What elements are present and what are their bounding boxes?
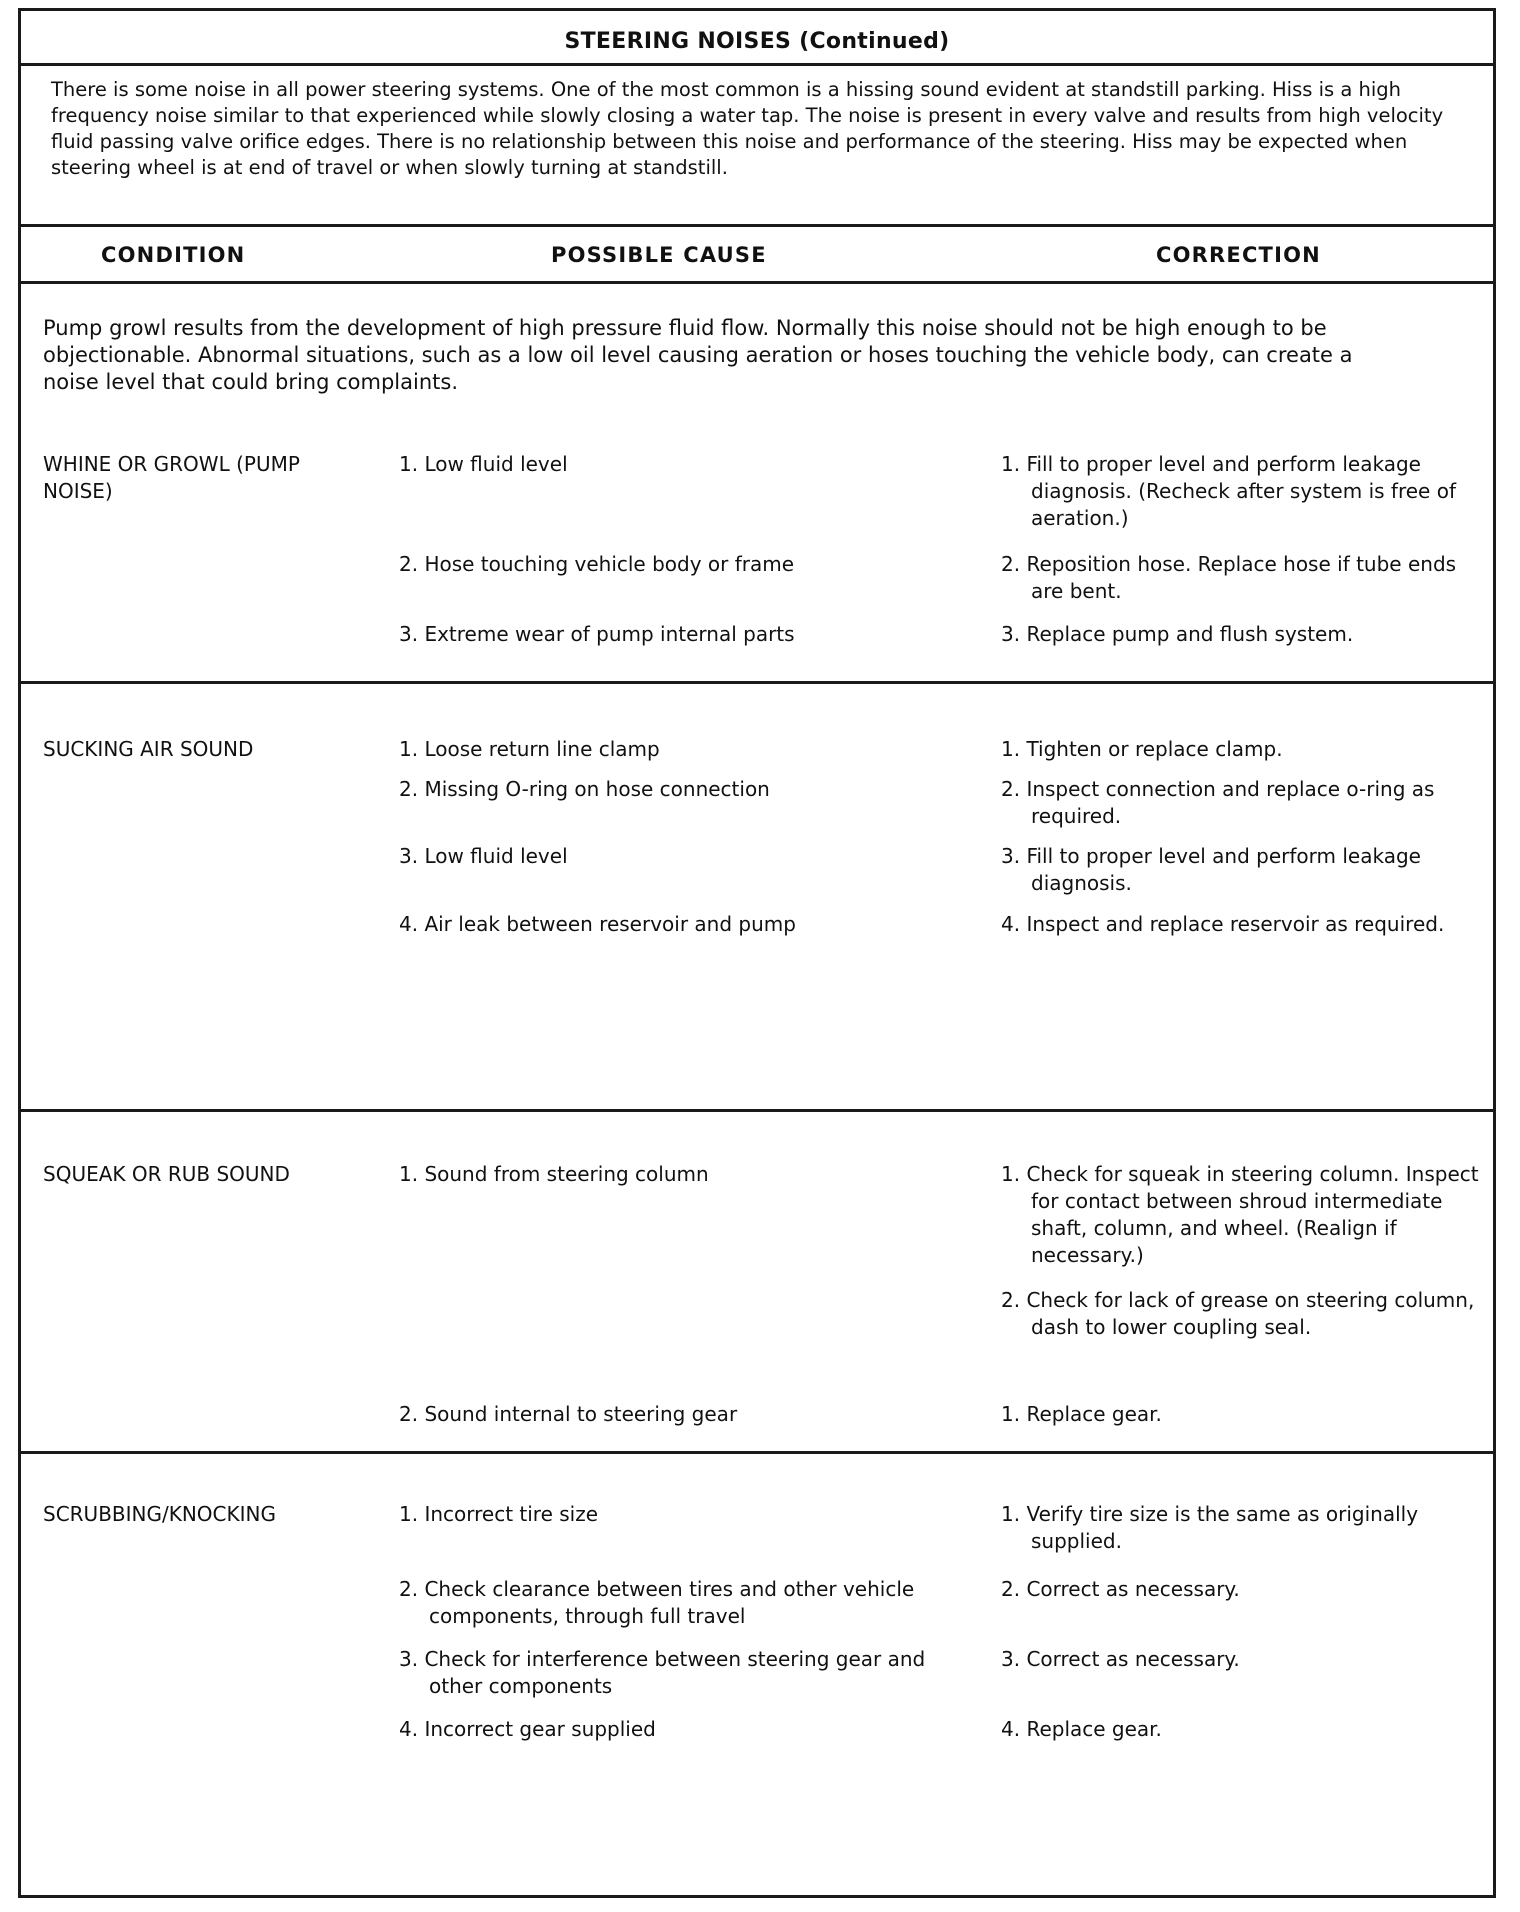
cause-item: 3. Check for interference between steering gear and other components (399, 1647, 926, 1698)
section-divider (21, 1109, 1493, 1112)
correction-item: 3. Replace pump and flush system. (1001, 622, 1354, 646)
cause-item: 4. Incorrect gear supplied (399, 1717, 656, 1741)
correction-item: 1. Tighten or replace clamp. (1001, 737, 1283, 761)
cause-item: 2. Hose touching vehicle body or frame (399, 552, 795, 576)
correction-item: 4. Replace gear. (1001, 1717, 1162, 1741)
cause-item: 1. Low fluid level (399, 452, 568, 476)
cause-item: 1. Incorrect tire size (399, 1502, 599, 1526)
correction-item: 1. Replace gear. (1001, 1402, 1162, 1426)
correction-item: 2. Check for lack of grease on steering column, dash to lower coupling seal. (1001, 1288, 1475, 1339)
condition-sucking-air-sound: SUCKING AIR SOUND (43, 737, 254, 761)
column-header-correction: CORRECTION (1156, 243, 1321, 267)
correction-item: 2. Reposition hose. Replace hose if tube ends are bent. (1001, 552, 1457, 603)
condition-whine-or-growl: WHINE OR GROWL (PUMP NOISE) (43, 452, 300, 503)
correction-item: 3. Correct as necessary. (1001, 1647, 1240, 1671)
cause-item: 3. Extreme wear of pump internal parts (399, 622, 795, 646)
correction-item: 2. Correct as necessary. (1001, 1577, 1240, 1601)
intro-paragraph: There is some noise in all power steering systems. One of the most common is a hissing sound evident at standstill parking. Hiss is a high frequency noise similar to that experienced while slowly closing a water tap. The noise is present in every valve and results from high velocity fluid passing valve orifice edges. There is no relationship between this noise and performance of the steering. Hiss may be expected when steering wheel is at end of travel or when slowly turning at standstill. (51, 78, 1444, 179)
correction-item: 3. Fill to proper level and perform leakage diagnosis. (1001, 844, 1421, 895)
troubleshooting-table (18, 8, 1496, 1898)
intro-divider (21, 224, 1493, 227)
page-title: STEERING NOISES (Continued) (564, 29, 950, 54)
cause-item: 4. Air leak between reservoir and pump (399, 912, 796, 936)
cause-item: 1. Loose return line clamp (399, 737, 660, 761)
cause-item: 3. Low fluid level (399, 844, 568, 868)
cause-item: 2. Sound internal to steering gear (399, 1402, 738, 1426)
correction-item: 1. Fill to proper level and perform leakage diagnosis. (Recheck after system is free of aeration.) (1001, 452, 1456, 530)
title-divider (21, 63, 1493, 66)
column-header-condition: CONDITION (101, 243, 246, 267)
correction-item: 4. Inspect and replace reservoir as required. (1001, 912, 1445, 936)
pump-growl-note: Pump growl results from the development of high pressure fluid flow. Normally this noise should not be high enough to be objectionable. Abnormal situations, such as a low oil level causing aeration or hoses touching the vehicle body, can create a noise level that could bring complaints. (43, 316, 1353, 394)
cause-item: 2. Check clearance between tires and other vehicle components, through full travel (399, 1577, 915, 1628)
section-divider (21, 681, 1493, 684)
correction-item: 2. Inspect connection and replace o-ring as required. (1001, 777, 1435, 828)
correction-item: 1. Check for squeak in steering column. Inspect for contact between shroud intermediate shaft, column, and wheel. (Realign if necessary.) (1001, 1162, 1479, 1267)
column-header-cause: POSSIBLE CAUSE (551, 243, 767, 267)
section-divider (21, 1451, 1493, 1454)
correction-item: 1. Verify tire size is the same as originally supplied. (1001, 1502, 1419, 1553)
condition-squeak-or-rub-sound: SQUEAK OR RUB SOUND (43, 1162, 290, 1186)
header-divider (21, 281, 1493, 284)
condition-scrubbing-knocking: SCRUBBING/KNOCKING (43, 1502, 276, 1526)
cause-item: 1. Sound from steering column (399, 1162, 709, 1186)
cause-item: 2. Missing O-ring on hose connection (399, 777, 770, 801)
